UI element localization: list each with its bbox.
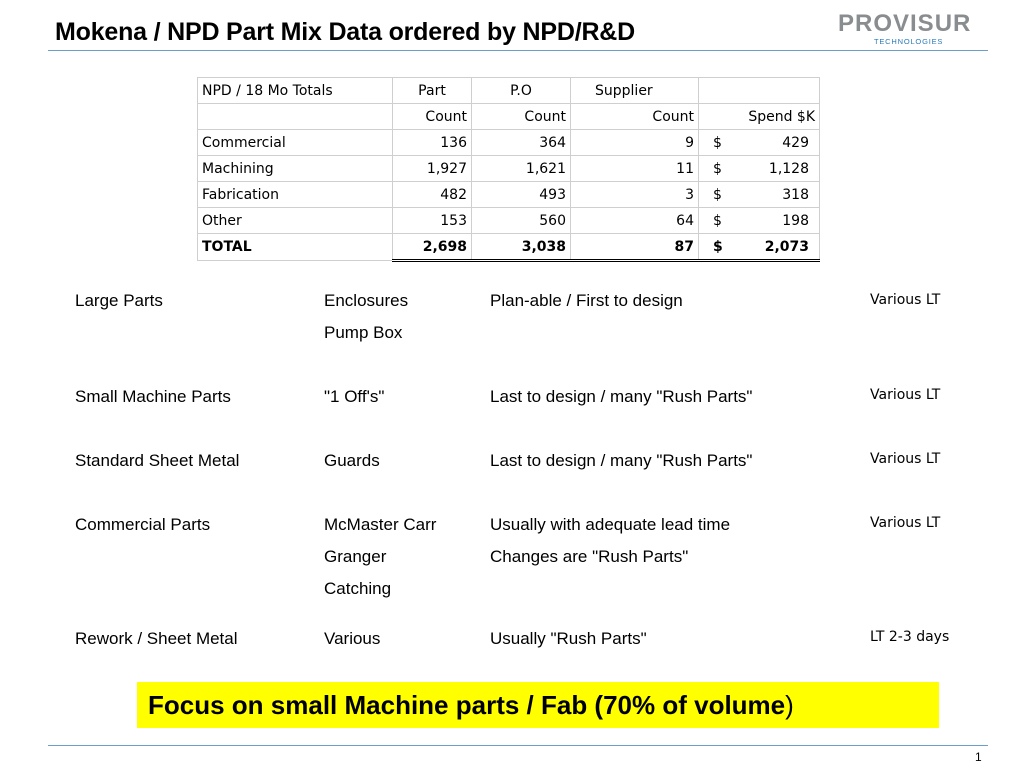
po-count: 1,621 [472,156,571,182]
spend-value: 198 [782,212,809,229]
category-name: Commercial Parts [75,515,211,534]
supplier-count: 11 [571,156,699,182]
page-number: 1 [975,750,982,764]
category-note: Usually with adequate lead time [490,515,731,534]
category-note: Last to design / many "Rush Parts" [490,451,753,470]
category-note: Plan-able / First to design [490,291,683,310]
lead-time: Various LT [870,292,941,308]
category-example: Pump Box [324,323,403,342]
spend-value: 1,128 [768,160,809,177]
po-count: 560 [472,208,571,234]
table-row [198,182,820,208]
spend-value: 429 [782,134,809,151]
table-header-cell: Count [472,104,571,130]
row-label: Fabrication [198,182,393,208]
footer-divider [48,745,988,746]
table-row [198,156,820,182]
total-label: TOTAL [198,234,393,261]
category-name: Small Machine Parts [75,387,231,406]
row-label: Commercial [198,130,393,156]
total-spend-value: 2,073 [764,238,809,255]
table-header-row [198,104,820,130]
table-header-cell: NPD / 18 Mo Totals [198,78,393,104]
logo-wordmark: PROVISUR [838,10,972,37]
category-example: Catching [324,579,392,598]
category-example: Guards [324,451,380,470]
total-part-count: 2,698 [393,234,472,261]
part-count: 1,927 [393,156,472,182]
part-count: 136 [393,130,472,156]
lead-time: LT 2-3 days [870,629,950,645]
category-example: Enclosures [324,291,409,310]
currency-symbol: $ [713,134,722,151]
part-mix-table [197,77,820,262]
focus-text: Focus on small Machine parts / Fab (70% of volume [148,690,786,720]
title-divider [48,50,988,51]
lead-time: Various LT [870,515,941,531]
table-header-cell: P.O [472,78,571,104]
supplier-count: 9 [571,130,699,156]
slide-title: Mokena / NPD Part Mix Data ordered by NPD/R&D [55,18,636,46]
spend-value: 318 [782,186,809,203]
spend-cell [699,130,820,156]
supplier-count: 64 [571,208,699,234]
table-header-cell [699,78,820,104]
supplier-count: 3 [571,182,699,208]
po-count: 493 [472,182,571,208]
table-header-cell: Part [393,78,472,104]
table-row [198,130,820,156]
lead-time: Various LT [870,387,941,403]
currency-symbol: $ [713,160,722,177]
po-count: 364 [472,130,571,156]
company-logo [838,10,988,50]
category-example: Various [324,629,381,648]
category-example: "1 Off's" [324,387,385,406]
category-example: McMaster Carr [324,515,437,534]
category-note: Last to design / many "Rush Parts" [490,387,753,406]
total-spend-cell [699,234,820,261]
logo-subtitle: TECHNOLOGIES [874,37,944,46]
spend-cell [699,182,820,208]
table-header-cell [198,104,393,130]
lead-time: Various LT [870,451,941,467]
category-name: Rework / Sheet Metal [75,629,238,648]
currency-symbol: $ [713,186,722,203]
part-count: 153 [393,208,472,234]
focus-callout [137,682,939,728]
table-header-cell: Supplier [571,78,699,104]
category-name: Large Parts [75,291,163,310]
category-note: Changes are "Rush Parts" [490,547,689,566]
spend-cell [699,156,820,182]
table-header-cell: Spend $K [699,104,820,130]
total-supplier-count: 87 [571,234,699,261]
total-po-count: 3,038 [472,234,571,261]
part-count: 482 [393,182,472,208]
table-header-cell: Count [393,104,472,130]
table-row [198,208,820,234]
row-label: Other [198,208,393,234]
table-header-cell: Count [571,104,699,130]
category-example: Granger [324,547,387,566]
currency-symbol: $ [713,212,722,229]
category-note: Usually "Rush Parts" [490,629,647,648]
row-label: Machining [198,156,393,182]
focus-text-tail: ) [785,690,794,720]
table-total-row [198,234,820,261]
table-header-row [198,78,820,104]
currency-symbol: $ [713,238,723,255]
spend-cell [699,208,820,234]
category-name: Standard Sheet Metal [75,451,240,470]
